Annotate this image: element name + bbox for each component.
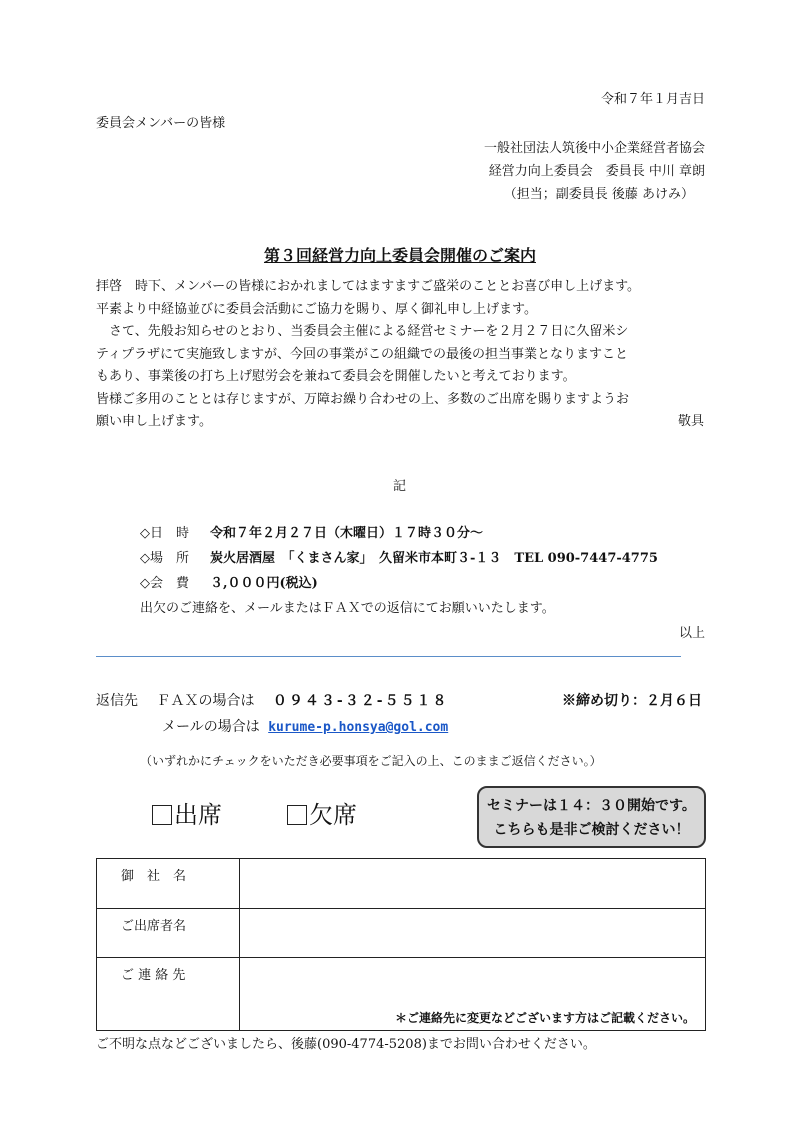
footer-inquiry: ご不明な点などございましたら、後藤(090-4774-5208)までお問い合わせください。 <box>96 1037 596 1052</box>
reply-request: 出欠のご連絡を、メールまたはＦＡＸでの返信にてお願いいたします。 <box>140 601 555 616</box>
detail-fee-row <box>140 572 658 597</box>
absent-option[interactable] <box>287 795 357 830</box>
reply-label: 返信先 <box>96 693 138 709</box>
company-field[interactable] <box>240 859 706 909</box>
seminar-callout <box>477 786 706 848</box>
body-line: 願い申し上げます。 <box>96 414 212 429</box>
reply-fax-row <box>96 690 706 710</box>
mail-label: メールの場合は <box>162 719 260 735</box>
body-line: ティプラザにて実施致しますが、今回の事業がこの組織での最後の担当事業となりますこと <box>96 346 628 362</box>
detail-fee-label: ◇会 費 <box>140 576 189 591</box>
end-mark: 以上 <box>678 626 705 641</box>
body-last-line <box>96 411 710 434</box>
form-row-attendee <box>97 909 706 958</box>
attend-checkbox[interactable] <box>152 805 172 825</box>
form-row-company <box>97 859 706 909</box>
issue-date: 令和７年１月吉日 <box>600 92 705 107</box>
absent-checkbox[interactable] <box>287 805 307 825</box>
attend-option[interactable] <box>152 795 222 830</box>
ki-heading: 記 <box>393 479 407 494</box>
attendee-field[interactable] <box>240 909 706 958</box>
contact-label: ご 連 絡 先 <box>97 958 240 1031</box>
body-line: 平素より中経協並びに委員会活動にご協力を賜り、厚く御礼申し上げます。 <box>96 301 537 317</box>
document-title: 第３回経営力向上委員会開催のご案内 <box>263 246 536 265</box>
detail-place-label: ◇場 所 <box>140 551 189 566</box>
body-line: 皆様ご多用のこととは存じますが、万障お繰り合わせの上、多数のご出席を賜りますようお <box>96 391 630 407</box>
detail-date-label: ◇日 時 <box>140 526 189 541</box>
sender-committee: 経営力向上委員会 委員長 中川 章朗 <box>488 164 705 179</box>
sender-contact: （担当；副委員長 後藤 あけみ） <box>503 187 694 202</box>
details-block <box>140 522 658 622</box>
detail-place-row <box>140 547 658 572</box>
detail-fee-value: ３,０００円(税込) <box>210 576 318 591</box>
attend-label: 出席 <box>174 801 222 829</box>
closing-word: 敬具 <box>677 414 704 429</box>
fax-number: ０９４３-３２-５５１８ <box>272 693 449 709</box>
mail-address-link[interactable]: kurume-p.honsya@gol.com <box>268 720 449 735</box>
recipient: 委員会メンバーの皆様 <box>96 116 226 131</box>
contact-field[interactable] <box>240 958 706 1031</box>
detail-place-value: 炭火居酒屋 「くまさん家」 久留米市本町３-１３ TEL 090-7447-4775 <box>210 551 658 566</box>
reply-form-table <box>96 858 706 1031</box>
absent-label: 欠席 <box>309 801 357 829</box>
separator-line <box>96 656 681 657</box>
company-label: 御 社 名 <box>97 859 240 909</box>
body-line: さて、先般お知らせのとおり、当委員会主催による経営セミナーを２月２７日に久留米シ <box>96 324 629 339</box>
detail-date-value: 令和７年２月２７日（木曜日）１７時３０分～ <box>210 526 484 541</box>
attendee-label: ご出席者名 <box>97 909 240 958</box>
callout-line: セミナーは１４：３０開始です。 <box>487 798 696 814</box>
callout-line: こちらも是非ご検討ください！ <box>493 822 690 838</box>
contact-note: ＊ご連絡先に変更などございます方はご記載ください。 <box>394 1011 695 1025</box>
form-row-contact <box>97 958 706 1031</box>
body-line: 拝啓 時下、メンバーの皆様におかれましてはますますご盛栄のこととお喜び申し上げます。 <box>96 279 641 294</box>
body-line: もあり、事業後の打ち上げ慰労会を兼ねて委員会を開催したいと考えております。 <box>96 369 576 384</box>
sender-organization: 一般社団法人筑後中小企業経営者協会 <box>483 141 705 156</box>
reply-instruction: （いずれかにチェックをいただき必要事項をご記入の上、このままご返信ください。） <box>140 754 602 768</box>
fax-label: ＦＡＸの場合は <box>156 693 255 709</box>
deadline: ※締め切り：２月６日 <box>562 693 702 709</box>
detail-date-row <box>140 522 658 547</box>
reply-mail-row <box>162 716 448 736</box>
body-paragraph <box>96 276 710 434</box>
